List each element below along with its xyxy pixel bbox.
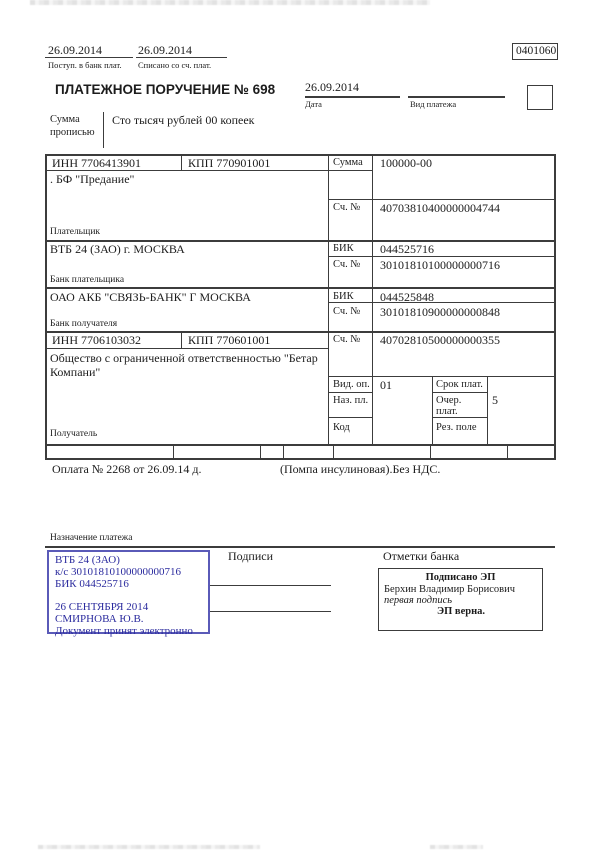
beneficiary-bank-bik: 044525848 xyxy=(380,290,434,304)
beneficiary-bank-bik-label: БИК xyxy=(333,291,354,302)
purpose-section-border xyxy=(45,546,555,548)
reserve-field-label: Рез. поле xyxy=(436,422,477,433)
due-date-label: Срок плат. xyxy=(436,379,483,390)
payer-bank-account-label: Сч. № xyxy=(333,259,361,270)
priority-label-line2: плат. xyxy=(436,406,458,417)
debited-date-value: 26.09.2014 xyxy=(138,43,192,57)
payer-section-label: Плательщик xyxy=(50,227,101,237)
amount-words-value: Сто тысяч рублей 00 копеек xyxy=(112,113,255,127)
esign-stamp xyxy=(378,568,543,631)
codes-row-divider-4 xyxy=(333,444,334,458)
doc-date-underline xyxy=(305,96,400,98)
operation-table-top-border xyxy=(328,376,555,377)
due-date-cell-border xyxy=(432,392,487,393)
table-right-border xyxy=(554,154,556,460)
op-type-cell-border xyxy=(328,392,372,393)
beneficiary-inn: ИНН 7706103032 xyxy=(52,333,141,347)
payer-name: . БФ "Предание" xyxy=(50,172,135,186)
scan-artifact-top xyxy=(30,0,430,5)
esign-stamp-name: Берхин Владимир Борисович xyxy=(384,584,515,595)
op-type-value: 01 xyxy=(380,378,392,392)
signature-line-1 xyxy=(210,585,331,586)
payer-bank-section-label: Банк плательщика xyxy=(50,275,125,285)
codes-row-divider-2 xyxy=(260,444,261,458)
priority-cell-border xyxy=(432,417,487,418)
beneficiary-bank-name: ОАО АКБ "СВЯЗЬ-БАНК" Г МОСКВА xyxy=(50,290,251,304)
beneficiary-section-label: Получатель xyxy=(50,429,98,439)
bank-stamp-line-3: БИК 044525716 xyxy=(55,577,129,590)
bank-stamp-line-1: ВТБ 24 (ЗАО) xyxy=(55,554,120,566)
purpose-text-left: Оплата № 2268 от 26.09.14 д. xyxy=(52,462,202,476)
beneficiary-bank-section-label: Банк получателя xyxy=(50,319,118,329)
amount-value: 100000-00 xyxy=(380,156,432,170)
beneficiary-bank-account-label: Сч. № xyxy=(333,306,361,317)
amount-words-divider xyxy=(103,112,104,148)
priority-value: 5 xyxy=(492,393,498,407)
beneficiary-kpp: КПП 770601001 xyxy=(188,333,271,347)
form-code-box xyxy=(512,43,558,60)
payer-inn: ИНН 7706413901 xyxy=(52,156,141,170)
purpose-code-cell-border xyxy=(328,417,372,418)
inn-row-border xyxy=(45,170,372,171)
payer-bank-bik-label: БИК xyxy=(333,243,354,254)
codes-row-divider-5 xyxy=(430,444,431,458)
table-left-border xyxy=(45,154,47,460)
payment-type-underline xyxy=(408,96,505,98)
esign-stamp-subtitle: первая подпись xyxy=(384,595,453,606)
beneficiary-bank-bik-border xyxy=(328,302,555,303)
purpose-code-label: Наз. пл. xyxy=(333,395,369,406)
payer-bank-bik: 044525716 xyxy=(380,242,434,256)
esign-stamp-verified: ЭП верна. xyxy=(437,606,486,617)
bank-stamp-line-5: СМИРНОВА Ю.В. xyxy=(55,612,144,625)
scan-artifact-bottom-left xyxy=(38,845,260,849)
debited-date-underline xyxy=(136,57,227,58)
debited-date-label: Списано со сч. плат. xyxy=(138,60,212,70)
payer-account: 40703810400000004744 xyxy=(380,201,500,215)
codes-row-bottom-border xyxy=(45,458,555,460)
beneficiary-inn-row-border xyxy=(45,348,328,349)
payer-account-label: Сч. № xyxy=(333,202,361,213)
amount-words-label-1: Сумма xyxy=(50,114,80,125)
priority-label-line1: Очер. xyxy=(436,395,462,406)
beneficiary-inn-kpp-divider xyxy=(181,331,182,348)
payer-bank-account: 30101810100000000716 xyxy=(380,258,500,272)
esign-stamp-title: Подписано ЭП xyxy=(425,572,496,583)
beneficiary-name-line2: Компани" xyxy=(50,365,101,379)
doc-date-value: 26.09.2014 xyxy=(305,80,359,94)
payer-bank-bik-border xyxy=(328,256,555,257)
purpose-text-right: (Помпа инсулиновая).Без НДС. xyxy=(280,462,441,476)
payer-inn-kpp-divider xyxy=(181,154,182,171)
codes-row-divider-3 xyxy=(283,444,284,458)
operation-col-divider-1 xyxy=(432,376,433,444)
signature-line-2 xyxy=(210,611,331,612)
value-column-border xyxy=(372,154,373,444)
payer-bank-name: ВТБ 24 (ЗАО) г. МОСКВА xyxy=(50,242,185,256)
payer-bank-section-border xyxy=(45,287,555,289)
bank-stamp-line-2: к/с 30101810100000000716 xyxy=(55,565,182,578)
payment-type-label: Вид платежа xyxy=(410,99,457,109)
codes-row-divider-6 xyxy=(507,444,508,458)
amount-label: Сумма xyxy=(333,157,363,168)
received-date-value: 26.09.2014 xyxy=(48,43,102,57)
op-type-label: Вид. оп. xyxy=(333,379,370,390)
doc-date-label: Дата xyxy=(305,99,322,109)
label-column-border xyxy=(328,154,329,444)
bank-stamp-line-6: Документ принят электронно xyxy=(55,624,193,637)
operation-col-divider-2 xyxy=(487,376,488,444)
payment-type-checkbox xyxy=(527,85,553,110)
bank-acceptance-stamp xyxy=(47,550,210,637)
beneficiary-bank-account: 30101810900000000848 xyxy=(380,305,500,319)
bank-stamp-line-4: 26 СЕНТЯБРЯ 2014 xyxy=(55,601,149,614)
purpose-section-label: Назначение платежа xyxy=(50,533,133,543)
amount-words-label-2: прописью xyxy=(50,127,95,138)
received-date-label: Поступ. в банк плат. xyxy=(48,60,122,70)
code-label: Код xyxy=(333,422,350,433)
table-bottom-border xyxy=(45,444,555,446)
received-date-underline xyxy=(45,57,133,58)
signatures-title: Подписи xyxy=(228,549,274,563)
beneficiary-account: 40702810500000000355 xyxy=(380,333,500,347)
beneficiary-account-label: Сч. № xyxy=(333,334,361,345)
payer-account-row-border xyxy=(328,199,555,200)
codes-row-divider-1 xyxy=(173,444,174,458)
bank-marks-title: Отметки банка xyxy=(383,549,460,563)
payer-kpp: КПП 770901001 xyxy=(188,156,271,170)
document-title: ПЛАТЕЖНОЕ ПОРУЧЕНИЕ № 698 xyxy=(55,82,276,97)
form-code-value: 0401060 xyxy=(516,45,557,57)
beneficiary-name-line1: Общество с ограниченной ответственностью "Бетар xyxy=(50,351,318,365)
scan-artifact-bottom-right xyxy=(430,845,483,849)
